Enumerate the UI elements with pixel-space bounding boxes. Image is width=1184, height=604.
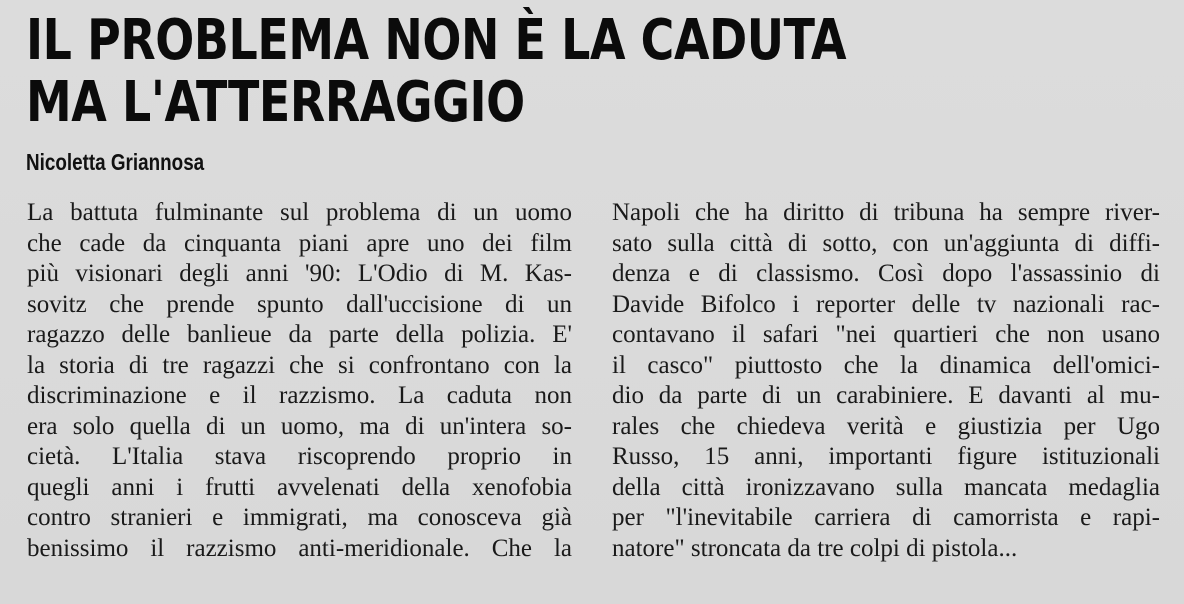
text-line: Napoli che ha diritto di tribuna ha sempre river- bbox=[612, 199, 1160, 226]
body-column-left bbox=[27, 198, 572, 564]
text-line: più visionari degli anni '90: L'Odio di M. Kas- bbox=[27, 260, 572, 287]
text-line: che cade da cinquanta piani apre uno dei film bbox=[27, 229, 572, 257]
text-line: la storia di tre ragazzi che si confrontano con la bbox=[27, 351, 572, 379]
headline-line-2: MA L'ATTERRAGGIO bbox=[26, 70, 525, 135]
text-line: Davide Bifolco i reporter delle tv nazionali rac- bbox=[612, 290, 1160, 318]
headline-line-1: IL PROBLEMA NON È LA CADUTA bbox=[26, 8, 847, 73]
text-line: sato sulla città di sotto, con un'aggiunta di diffi- bbox=[612, 229, 1160, 257]
text-line: rales che chiedeva verità e giustizia per Ugo bbox=[612, 412, 1160, 440]
text-line: cietà. L'Italia stava riscoprendo proprio in bbox=[27, 443, 572, 470]
text-line: natore" stroncata da tre colpi di pistola... bbox=[612, 534, 1018, 562]
text-line: per "l'inevitabile carriera di camorrista e rapi- bbox=[612, 504, 1160, 531]
author-byline: Nicoletta Griannosa bbox=[26, 149, 205, 175]
headline bbox=[26, 10, 846, 134]
text-line: dio da parte di un carabiniere. E davanti al mu- bbox=[612, 382, 1160, 409]
text-line: Russo, 15 anni, importanti figure istituzionali bbox=[612, 443, 1160, 470]
text-line: discriminazione e il razzismo. La caduta non bbox=[27, 382, 572, 409]
body-column-right bbox=[612, 198, 1160, 564]
text-line: contro stranieri e immigrati, ma conosceva già bbox=[27, 504, 572, 531]
text-line: ragazzo delle banlieue da parte della polizia. E' bbox=[27, 321, 572, 348]
text-line: era solo quella di un uomo, ma di un'intera so- bbox=[27, 412, 572, 440]
text-line: benissimo il razzismo anti-meridionale. Che la bbox=[27, 534, 572, 562]
text-line: denza e di classismo. Così dopo l'assassinio di bbox=[612, 260, 1160, 287]
text-line: il casco" piuttosto che la dinamica dell'omici- bbox=[612, 351, 1160, 379]
text-line: contavano il safari "nei quartieri che non usano bbox=[612, 321, 1160, 348]
text-line: quegli anni i frutti avvelenati della xenofobia bbox=[27, 473, 572, 501]
text-line: della città ironizzavano sulla mancata medaglia bbox=[612, 473, 1160, 501]
text-line: sovitz che prende spunto dall'uccisione di un bbox=[27, 290, 572, 318]
text-line: La battuta fulminante sul problema di un uomo bbox=[27, 199, 572, 226]
